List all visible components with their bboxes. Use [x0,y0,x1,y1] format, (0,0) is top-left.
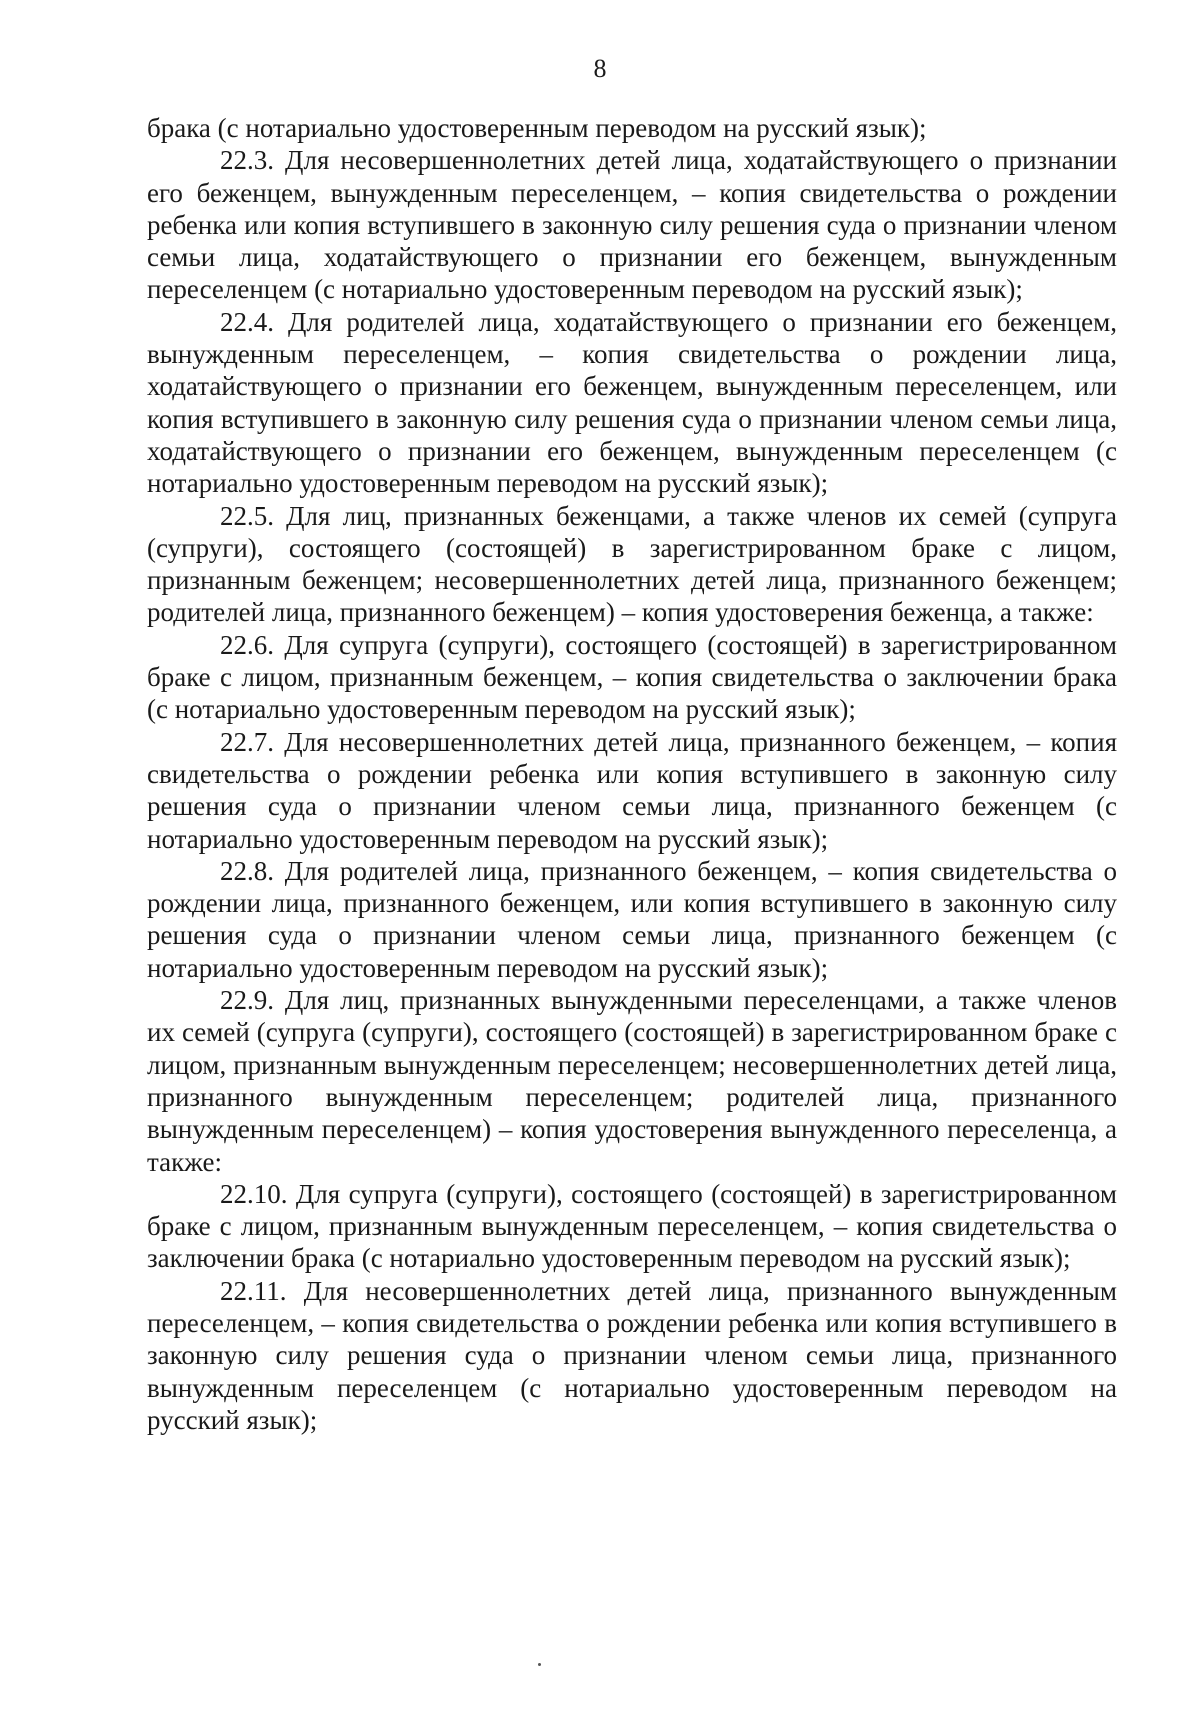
page-number: 8 [593,54,607,83]
paragraph-continuation: брака (с нотариально удостоверенным переводом на русский язык); [147,113,927,143]
paragraph-22-5: 22.5. Для лиц, признанных беженцами, а также членов их семей (супруга (супруги), состоящего (состоящей) в зарегистрированном браке с лицом, признанным беженцем; несовершеннолетних детей лица, признанного беженцем; родителей лица, признанного беженцем) – копия удостоверения беженца, а также: [147,500,1117,628]
document-body [147,112,1117,1436]
paragraph-22-4: 22.4. Для родителей лица, ходатайствующего о признании его беженцем, вынужденным переселенцем, – копия свидетельства о рождении лица, ходатайствующего о признании его беженцем, вынужденным переселенцем, или копия вступившего в законную силу решения суда о признании членом семьи лица, ходатайствующего о признании его беженцем, вынужденным переселенцем (с нотариально удостоверенным переводом на русский язык); [147,306,1117,499]
paragraph-22-7: 22.7. Для несовершеннолетних детей лица, признанного беженцем, – копия свидетельства о рождении ребенка или копия вступившего в законную силу решения суда о признании членом семьи лица, признанного беженцем (с нотариально удостоверенным переводом на русский язык); [147,726,1117,854]
scan-speck [538,1663,541,1666]
paragraph-22-11: 22.11. Для несовершеннолетних детей лица, признанного вынужденным переселенцем, – копия свидетельства о рождении ребенка или копия вступившего в законную силу решения суда о признании членом семьи лица, признанного вынужденным переселенцем (с нотариально удостоверенным переводом на русский язык); [147,1275,1117,1435]
paragraph-22-6: 22.6. Для супруга (супруги), состоящего (состоящей) в зарегистрированном браке с лицом, признанным беженцем, – копия свидетельства о заключении брака (с нотариально удостоверенным переводом на русский язык); [147,629,1117,725]
paragraph-22-3: 22.3. Для несовершеннолетних детей лица, ходатайствующего о признании его беженцем, вынужденным переселенцем, – копия свидетельства о рождении ребенка или копия вступившего в законную силу решения суда о признании членом семьи лица, ходатайствующего о признании его беженцем, вынужденным переселенцем (с нотариально удостоверенным переводом на русский язык); [147,145,1117,305]
paragraph-22-9: 22.9. Для лиц, признанных вынужденными переселенцами, а также членов их семей (супруга (супруги), состоящего (состоящей) в зарегистрированном браке с лицом, признанным вынужденным переселенцем; несовершеннолетних детей лица, признанного вынужденным переселенцем; родителей лица, признанного вынужденным переселенцем) – копия удостоверения вынужденного переселенца, а также: [147,985,1117,1177]
paragraph-22-8: 22.8. Для родителей лица, признанного беженцем, – копия свидетельства о рождении лица, признанного беженцем, или копия вступившего в законную силу решения суда о признании членом семьи лица, признанного беженцем (с нотариально удостоверенным переводом на русский язык); [147,855,1117,983]
paragraph-22-10: 22.10. Для супруга (супруги), состоящего (состоящей) в зарегистрированном браке с лицом, признанным вынужденным переселенцем, – копия свидетельства о заключении брака (с нотариально удостоверенным переводом на русский язык); [147,1178,1117,1274]
